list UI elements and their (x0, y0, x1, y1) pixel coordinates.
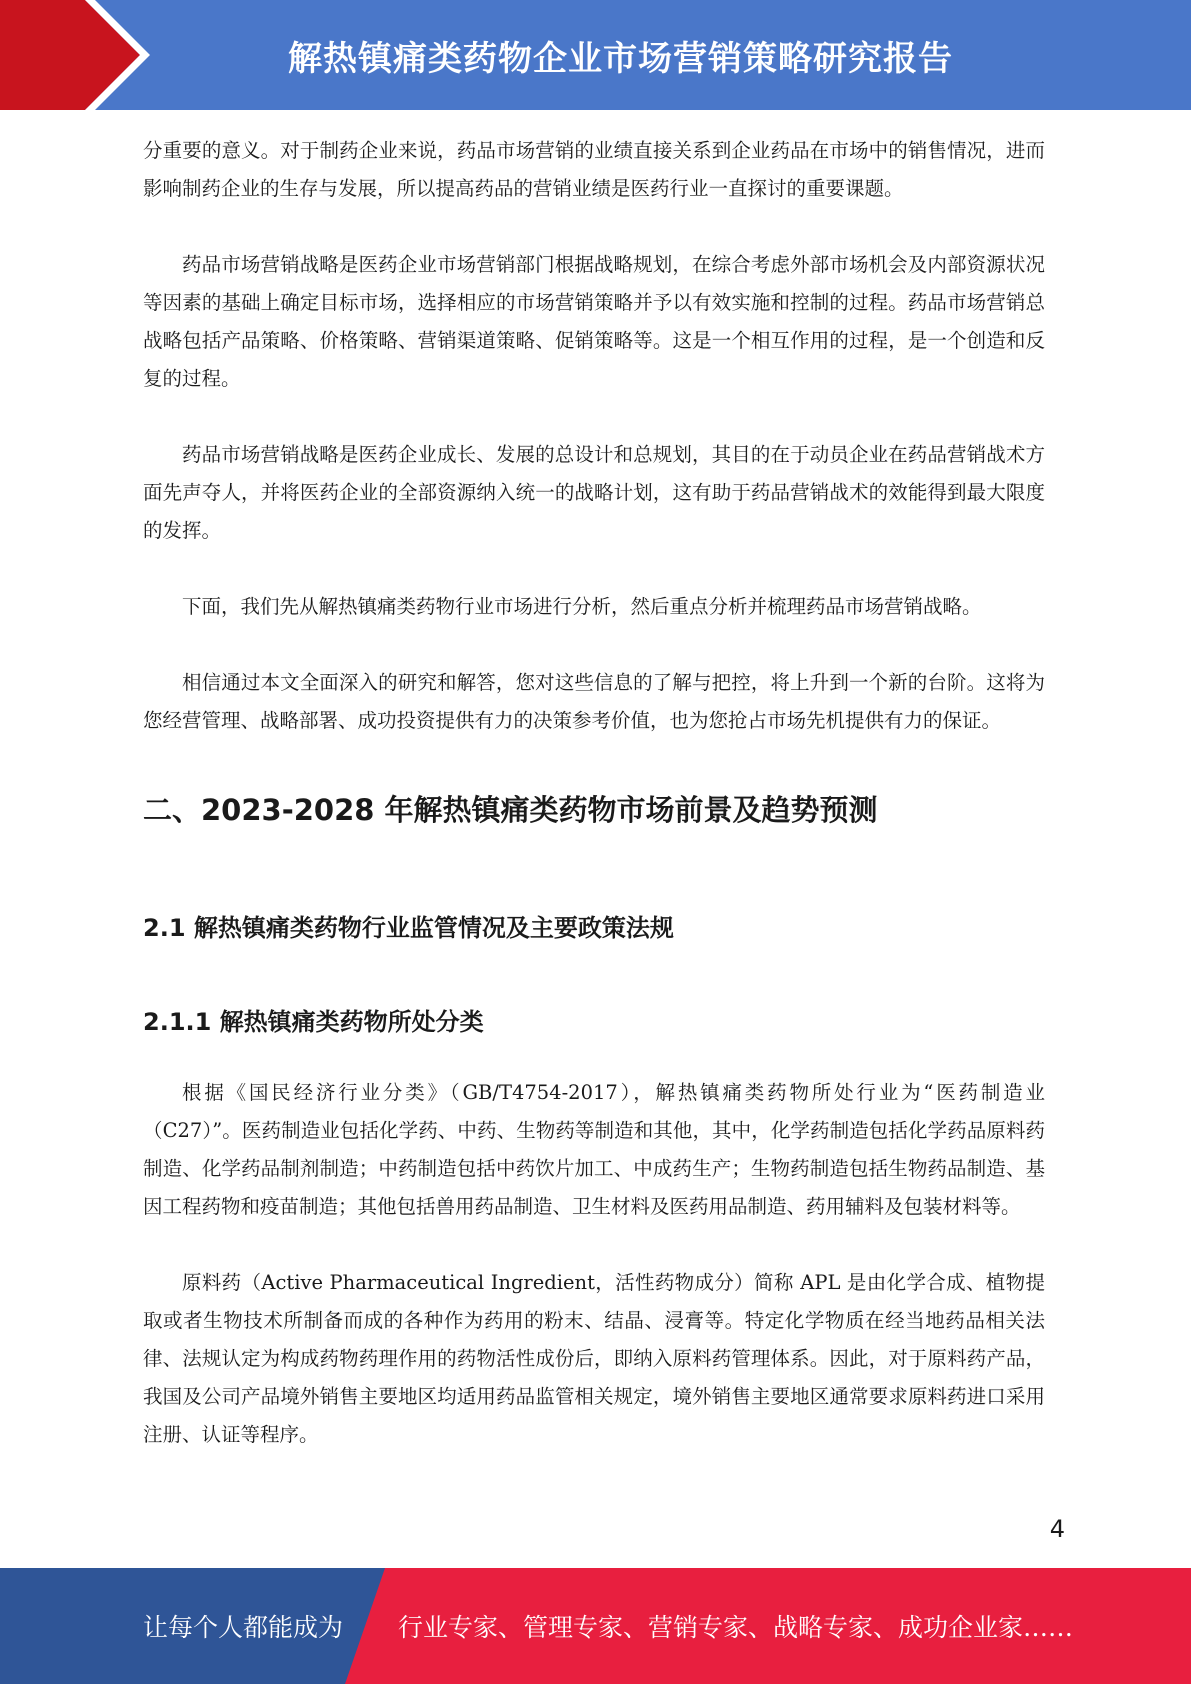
page-header (0, 0, 1191, 110)
paragraph: 药品市场营销战略是医药企业市场营销部门根据战略规划，在综合考虑外部市场机会及内部资源状况等因素的基础上确定目标市场，选择相应的市场营销策略并予以有效实施和控制的过程。药品市场营销总战略包括产品策略、价格策略、营销渠道策略、促销策略等。这是一个相互作用的过程，是一个创造和反复的过程。 (143, 253, 1045, 390)
paragraph: 根据《国民经济行业分类》（GB/T4754-2017），解热镇痛类药物所处行业为“医药制造业（C27）”。医药制造业包括化学药、中药、生物药等制造和其他，其中，化学药制造包括化学药品原料药制造、化学药品制剂制造；中药制造包括中药饮片加工、中成药生产；生物药制造包括生物药品制造、基因工程药物和疫苗制造；其他包括兽用药品制造、卫生材料及医药用品制造、药用辅料及包装材料等。 (143, 1081, 1045, 1218)
page-content (143, 132, 1045, 1492)
subsection-heading: 2.1 解热镇痛类药物行业监管情况及主要政策法规 (143, 914, 674, 942)
report-title: 解热镇痛类药物企业市场营销策略研究报告 (288, 38, 953, 79)
page-number: 4 (1049, 1515, 1065, 1543)
section-heading: 二、2023-2028 年解热镇痛类药物市场前景及趋势预测 (143, 793, 878, 827)
paragraph: 下面，我们先从解热镇痛类药物行业市场进行分析，然后重点分析并梳理药品市场营销战略。 (182, 595, 982, 618)
subsubsection-heading: 2.1.1 解热镇痛类药物所处分类 (143, 1008, 484, 1036)
paragraph: 药品市场营销战略是医药企业成长、发展的总设计和总规划，其目的在于动员企业在药品营销战术方面先声夺人，并将医药企业的全部资源纳入统一的战略计划，这有助于药品营销战术的效能得到最大限度的发挥。 (143, 443, 1045, 542)
header-red-arrow (0, 0, 150, 110)
paragraph: 相信通过本文全面深入的研究和解答，您对这些信息的了解与把控，将上升到一个新的台阶。这将为您经营管理、战略部署、成功投资提供有力的决策参考价值，也为您抢占市场先机提供有力的保证。 (143, 671, 1045, 732)
paragraph-continued: 分重要的意义。对于制药企业来说，药品市场营销的业绩直接关系到企业药品在市场中的销售情况，进而影响制药企业的生存与发展，所以提高药品的营销业绩是医药行业一直探讨的重要课题。 (143, 139, 1045, 200)
footer-slogan-right: 行业专家、管理专家、营销专家、战略专家、成功企业家…… (398, 1613, 1074, 1642)
paragraph: 原料药（Active Pharmaceutical Ingredient，活性药物成分）简称 APL 是由化学合成、植物提取或者生物技术所制备而成的各种作为药用的粉末、结晶、浸膏等。特定化学物质在经当地药品相关法律、法规认定为构成药物药理作用的药物活性成份后，即纳入原料药管理体系。因此，对于原料药产品，我国及公司产品境外销售主要地区均适用药品监管相关规定，境外销售主要地区通常要求原料药进口采用注册、认证等程序。 (143, 1271, 1045, 1446)
page-footer (0, 1568, 1191, 1684)
footer-slogan-left: 让每个人都能成为 (143, 1613, 344, 1642)
